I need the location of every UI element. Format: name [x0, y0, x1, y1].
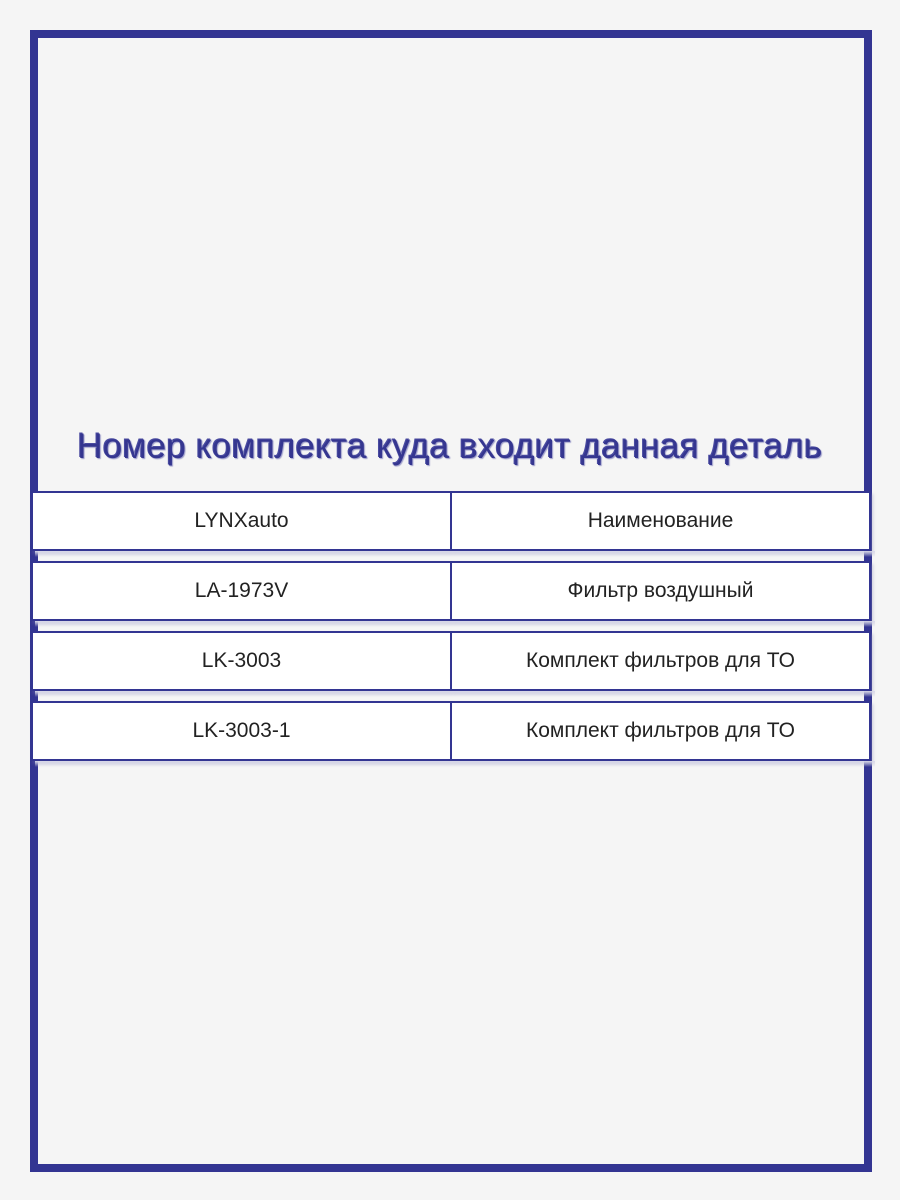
table-cell-name: Наименование — [451, 491, 871, 551]
table-cell-code: LA-1973V — [31, 561, 451, 621]
table-row — [31, 491, 871, 551]
table-cell-code: LK-3003 — [31, 631, 451, 691]
table-row — [31, 631, 871, 691]
table-cell-name: Фильтр воздушный — [451, 561, 871, 621]
page-title: Номер комплекта куда входит данная деталь — [77, 427, 823, 466]
table-cell-code: LYNXauto — [31, 491, 451, 551]
table-row — [31, 701, 871, 761]
table-row — [31, 561, 871, 621]
table-cell-code: LK-3003-1 — [31, 701, 451, 761]
table-cell-name: Комплект фильтров для ТО — [451, 631, 871, 691]
kit-table — [31, 491, 871, 771]
table-cell-name: Комплект фильтров для ТО — [451, 701, 871, 761]
